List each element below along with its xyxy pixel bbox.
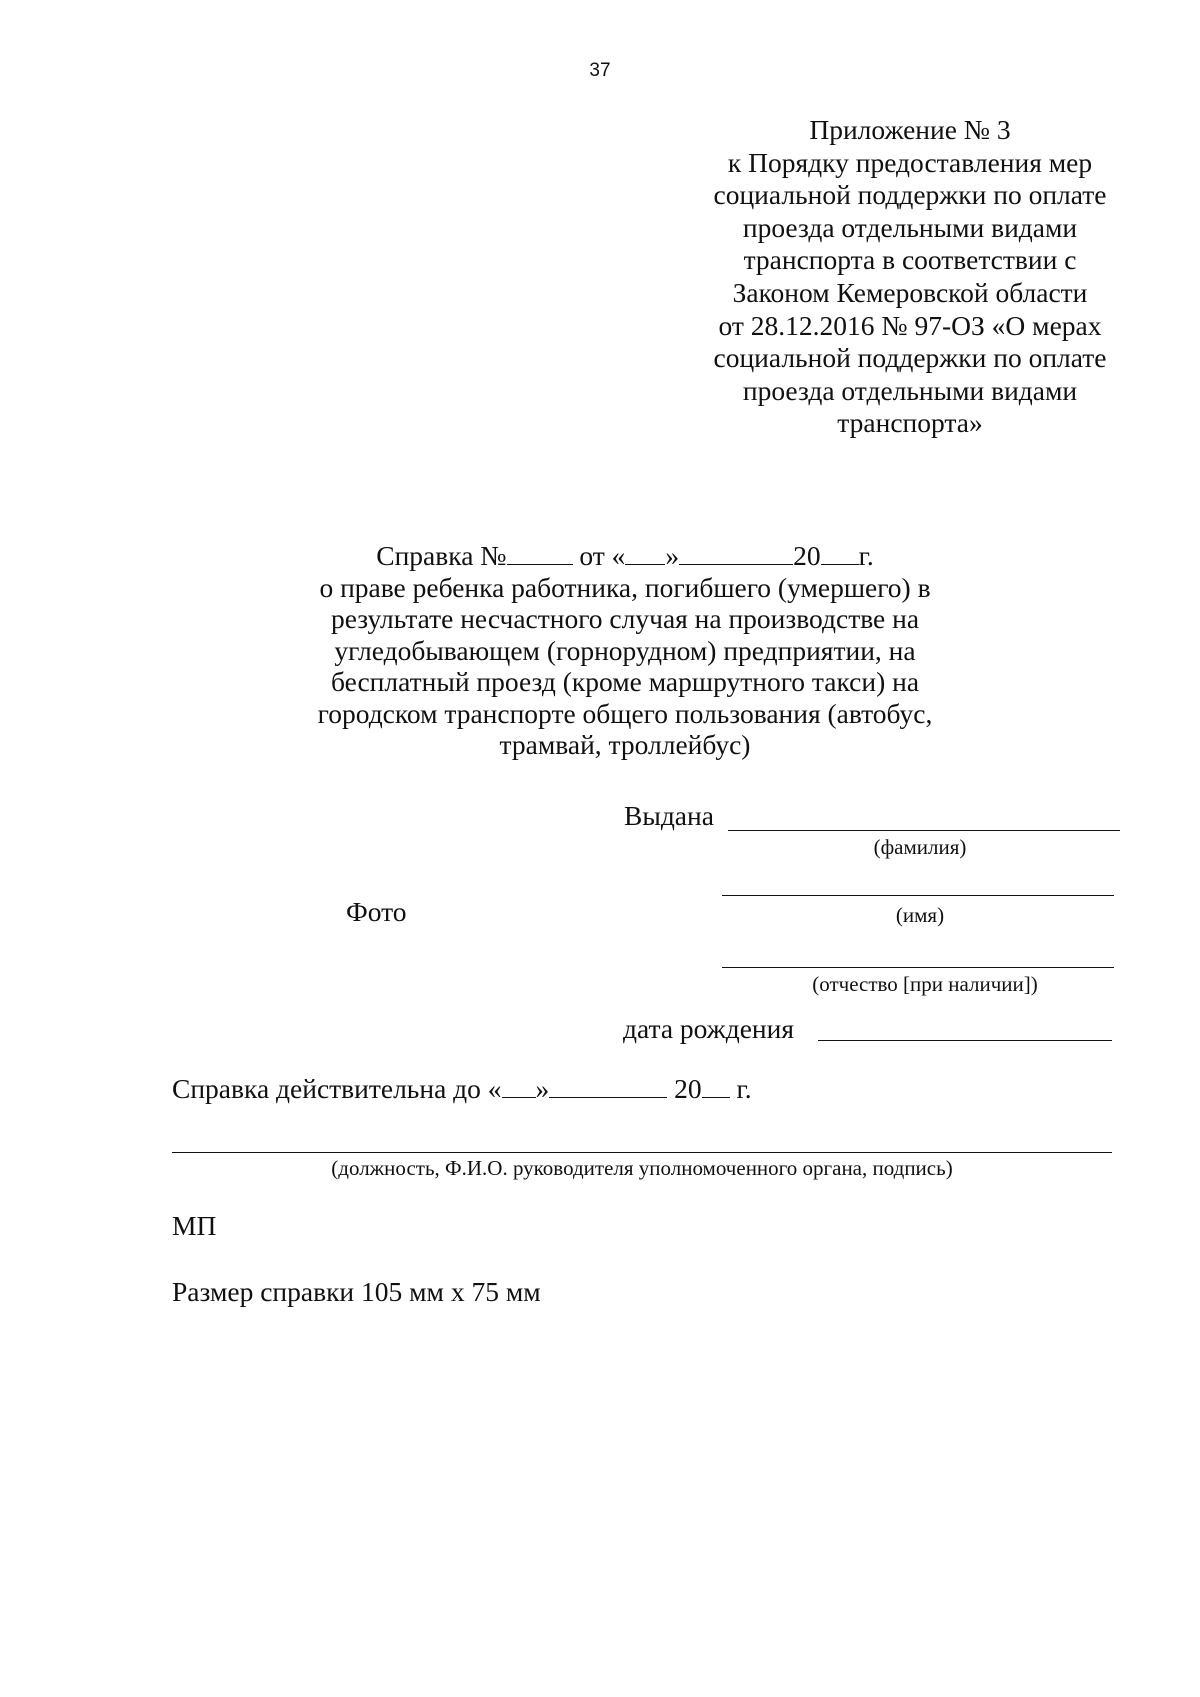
month-blank[interactable] [679,542,793,565]
day-blank[interactable] [625,542,665,565]
certificate-label: Справка № [376,540,507,571]
issued-label: Выдана [624,800,714,831]
photo-label: Фото [346,896,407,927]
surname-caption: (фамилия) [873,835,967,859]
date-from-label: от « [572,540,626,571]
certificate-subtitle-line: трамвай, троллейбус) [499,729,751,760]
patronymic-line[interactable] [722,967,1114,968]
appendix-line: Приложение № 3 [809,114,1011,145]
valid-month-blank[interactable] [549,1075,667,1098]
close-quote: » [665,540,680,571]
appendix-line: проезда отдельными видами [742,211,1078,243]
certificate-title [280,540,970,761]
appendix-line: к Порядку предоставления мер [727,146,1093,178]
signature-caption: (должность, Ф.И.О. руководителя уполномоченного органа, подпись) [331,1156,953,1180]
year-prefix: 20 [793,540,821,571]
name-caption: (имя) [895,903,945,927]
appendix-line: транспорта в соответствии с [743,244,1077,276]
signature-line[interactable] [172,1152,1112,1153]
certificate-subtitle-line: бесплатный проезд (кроме маршрутного такси) на [330,666,920,697]
certificate-subtitle-line: угледобывающем (горнорудном) предприятии, на [334,634,916,666]
certificate-number-blank[interactable] [507,542,573,565]
valid-close-quote: » [535,1073,550,1104]
valid-until-line [172,1073,752,1105]
page-number: 37 [589,60,611,81]
appendix-line: проезда отдельными видами [742,374,1078,406]
certificate-subtitle-line: городском транспорте общего пользования (автобус, [317,697,933,729]
birth-date-line[interactable] [818,1040,1112,1041]
surname-line[interactable] [728,830,1120,831]
valid-until-label: Справка действительна до « [172,1073,502,1104]
appendix-line: социальной поддержки по оплате [713,342,1107,374]
patronymic-caption: (отчество [при наличии]) [812,972,1038,996]
valid-day-blank[interactable] [502,1075,536,1098]
valid-year-suffix: г. [729,1073,752,1104]
certificate-subtitle-line: результате несчастного случая на производстве на [330,603,920,634]
valid-year-prefix: 20 [667,1073,702,1104]
year-suffix: г. [858,540,874,571]
appendix-header [700,114,1120,440]
appendix-line: социальной поддержки по оплате [713,179,1107,211]
valid-year-blank[interactable] [702,1075,730,1098]
appendix-line: Законом Кемеровской области [732,276,1088,308]
certificate-number-line [280,540,970,572]
birth-date-label: дата рождения [623,1013,795,1044]
year-blank[interactable] [821,542,859,565]
appendix-line: транспорта» [837,407,983,439]
name-line[interactable] [722,895,1114,896]
certificate-subtitle-line: о праве ребенка работника, погибшего (умершего) в [319,571,931,603]
stamp-label: МП [172,1210,217,1241]
appendix-line: от 28.12.2016 № 97-ОЗ «О мерах [718,309,1102,341]
size-note: Размер справки 105 мм х 75 мм [172,1276,541,1307]
